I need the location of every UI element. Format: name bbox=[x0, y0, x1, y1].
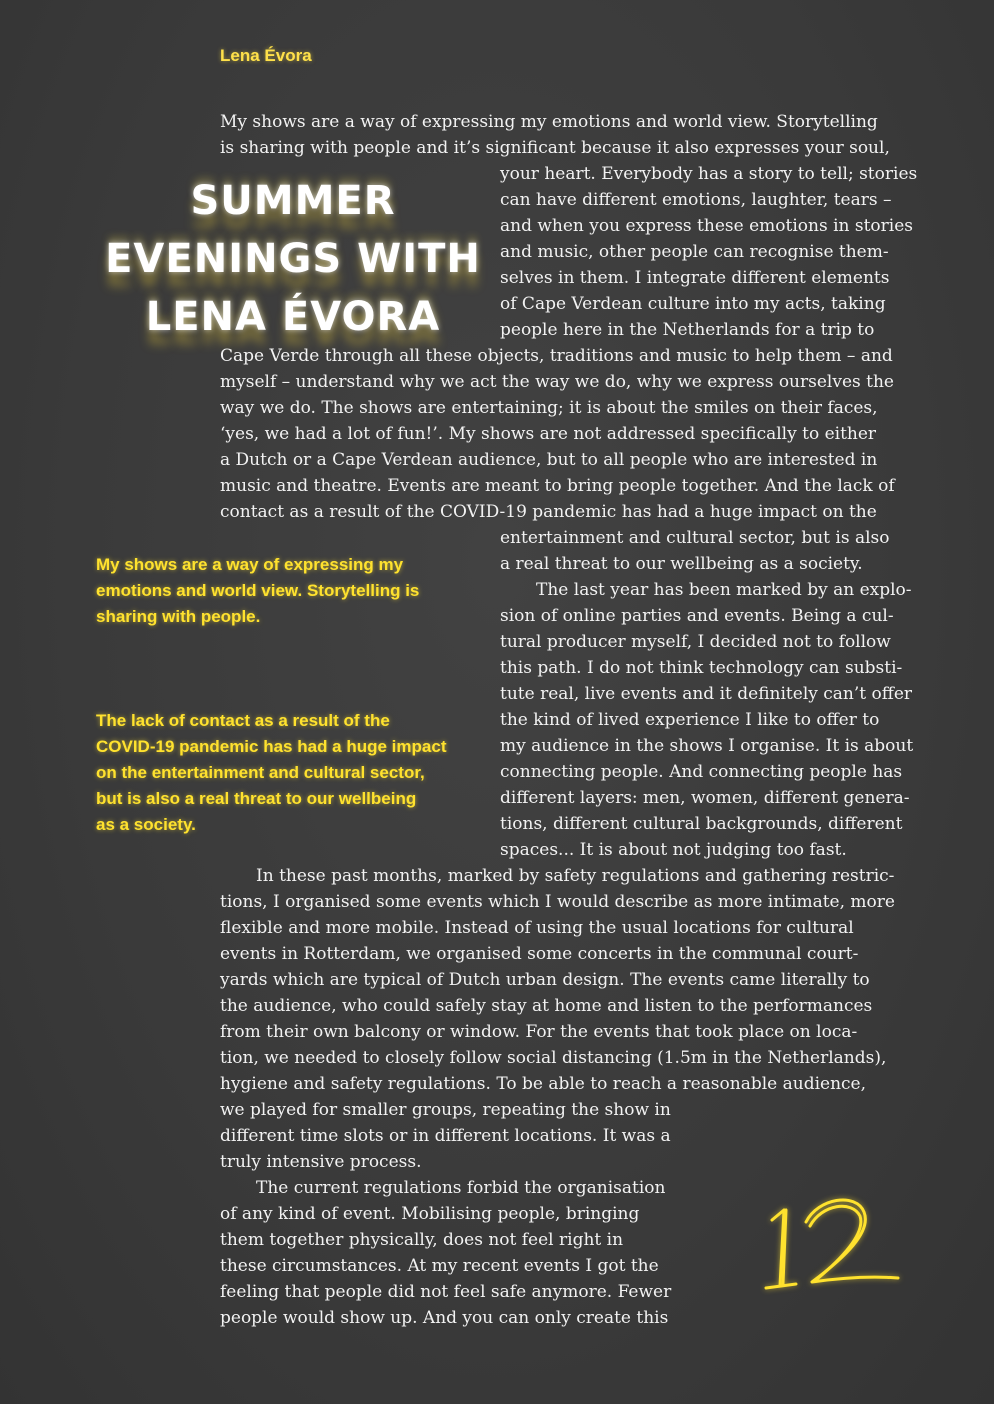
body-line: hygiene and safety regulations. To be able to reach a reasonable audience, bbox=[220, 1074, 867, 1094]
body-line: tions, different cultural backgrounds, different bbox=[500, 814, 903, 834]
pull-quote-line: sharing with people. bbox=[96, 607, 261, 626]
pull-quote-line: on the entertainment and cultural sector, bbox=[96, 763, 425, 782]
body-line: my audience in the shows I organise. It is about bbox=[500, 736, 914, 756]
body-line: tions, I organised some events which I would describe as more intimate, more bbox=[220, 892, 895, 912]
body-line: this path. I do not think technology can substi- bbox=[500, 658, 903, 678]
body-line: tion, we needed to closely follow social distancing (1.5m in the Netherlands), bbox=[220, 1048, 887, 1068]
body-line: The last year has been marked by an explo- bbox=[536, 580, 912, 600]
pull-quote bbox=[96, 708, 446, 838]
body-paragraph bbox=[500, 161, 917, 343]
body-line: can have different emotions, laughter, tears – bbox=[500, 190, 892, 210]
body-line: and when you express these emotions in stories bbox=[500, 216, 913, 236]
body-line: different time slots or in different locations. It was a bbox=[220, 1126, 671, 1146]
body-line: truly intensive process. bbox=[220, 1152, 422, 1172]
body-line: and music, other people can recognise them- bbox=[500, 242, 889, 262]
pull-quote-line: My shows are a way of expressing my bbox=[96, 555, 404, 574]
body-line: from their own balcony or window. For the events that took place on loca- bbox=[220, 1022, 858, 1042]
title-line: EVENINGS WITH bbox=[105, 236, 481, 282]
body-line: the audience, who could safely stay at home and listen to the performances bbox=[220, 996, 873, 1016]
body-line: flexible and more mobile. Instead of using the usual locations for cultural bbox=[220, 918, 854, 938]
body-line: tute real, live events and it definitely can’t offer bbox=[500, 684, 913, 704]
body-line: connecting people. And connecting people has bbox=[500, 762, 903, 782]
body-line: spaces... It is about not judging too fast. bbox=[500, 840, 847, 860]
body-line: is sharing with people and it’s significant because it also expresses your soul, bbox=[220, 138, 890, 158]
body-line: them together physically, does not feel right in bbox=[220, 1230, 624, 1250]
body-line: contact as a result of the COVID-19 pandemic has had a huge impact on the bbox=[220, 502, 877, 522]
body-line: of Cape Verdean culture into my acts, taking bbox=[500, 294, 886, 314]
title-line: SUMMER bbox=[190, 178, 396, 224]
body-line: entertainment and cultural sector, but is also bbox=[500, 528, 890, 548]
body-line: yards which are typical of Dutch urban design. The events came literally to bbox=[220, 970, 870, 990]
body-line: The current regulations forbid the organisation bbox=[256, 1178, 666, 1198]
body-line: feeling that people did not feel safe anymore. Fewer bbox=[220, 1282, 672, 1302]
body-line: a Dutch or a Cape Verdean audience, but to all people who are interested in bbox=[220, 450, 878, 470]
body-line: these circumstances. At my recent events I got the bbox=[220, 1256, 659, 1276]
body-line: the kind of lived experience I like to offer to bbox=[500, 710, 880, 730]
body-line: sion of online parties and events. Being a cul- bbox=[500, 606, 894, 626]
body-line: we played for smaller groups, repeating the show in bbox=[220, 1100, 671, 1120]
body-line: people here in the Netherlands for a trip to bbox=[500, 320, 875, 340]
title-line: LENA ÉVORA bbox=[145, 294, 441, 340]
author-header: Lena Évora bbox=[220, 46, 312, 65]
body-line: of any kind of event. Mobilising people, bringing bbox=[220, 1204, 640, 1224]
body-line: Cape Verde through all these objects, traditions and music to help them – and bbox=[220, 346, 893, 366]
pull-quote-line: but is also a real threat to our wellbeing bbox=[96, 789, 417, 808]
pull-quote-line: The lack of contact as a result of the bbox=[96, 711, 390, 730]
body-line: myself – understand why we act the way we do, why we express ourselves the bbox=[220, 372, 894, 392]
body-line: tural producer myself, I decided not to follow bbox=[500, 632, 891, 652]
body-line: My shows are a way of expressing my emotions and world view. Storytelling bbox=[220, 112, 878, 132]
body-line: selves in them. I integrate different elements bbox=[500, 268, 890, 288]
body-paragraph bbox=[220, 109, 890, 161]
body-paragraph bbox=[220, 863, 895, 1097]
pull-quote-line: as a society. bbox=[96, 815, 196, 834]
body-line: In these past months, marked by safety regulations and gathering restric- bbox=[256, 866, 895, 886]
body-line: your heart. Everybody has a story to tell; stories bbox=[500, 164, 918, 184]
body-line: a real threat to our wellbeing as a society. bbox=[500, 554, 863, 574]
body-line: different layers: men, women, different genera- bbox=[500, 788, 910, 808]
article-title bbox=[96, 172, 490, 346]
body-line: music and theatre. Events are meant to bring people together. And the lack of bbox=[220, 476, 895, 496]
page-number bbox=[760, 1186, 910, 1306]
body-line: people would show up. And you can only create this bbox=[220, 1308, 669, 1328]
body-paragraph bbox=[500, 525, 913, 863]
body-line: events in Rotterdam, we organised some concerts in the communal court- bbox=[220, 944, 859, 964]
body-line: ‘yes, we had a lot of fun!’. My shows are not addressed specifically to either bbox=[220, 424, 877, 444]
pull-quote-line: COVID-19 pandemic has had a huge impact bbox=[96, 737, 447, 756]
pull-quote bbox=[96, 552, 419, 630]
pull-quote-line: emotions and world view. Storytelling is bbox=[96, 581, 420, 600]
body-paragraph bbox=[220, 1097, 671, 1331]
body-line: way we do. The shows are entertaining; it is about the smiles on their faces, bbox=[220, 398, 878, 418]
body-paragraph bbox=[220, 343, 895, 525]
